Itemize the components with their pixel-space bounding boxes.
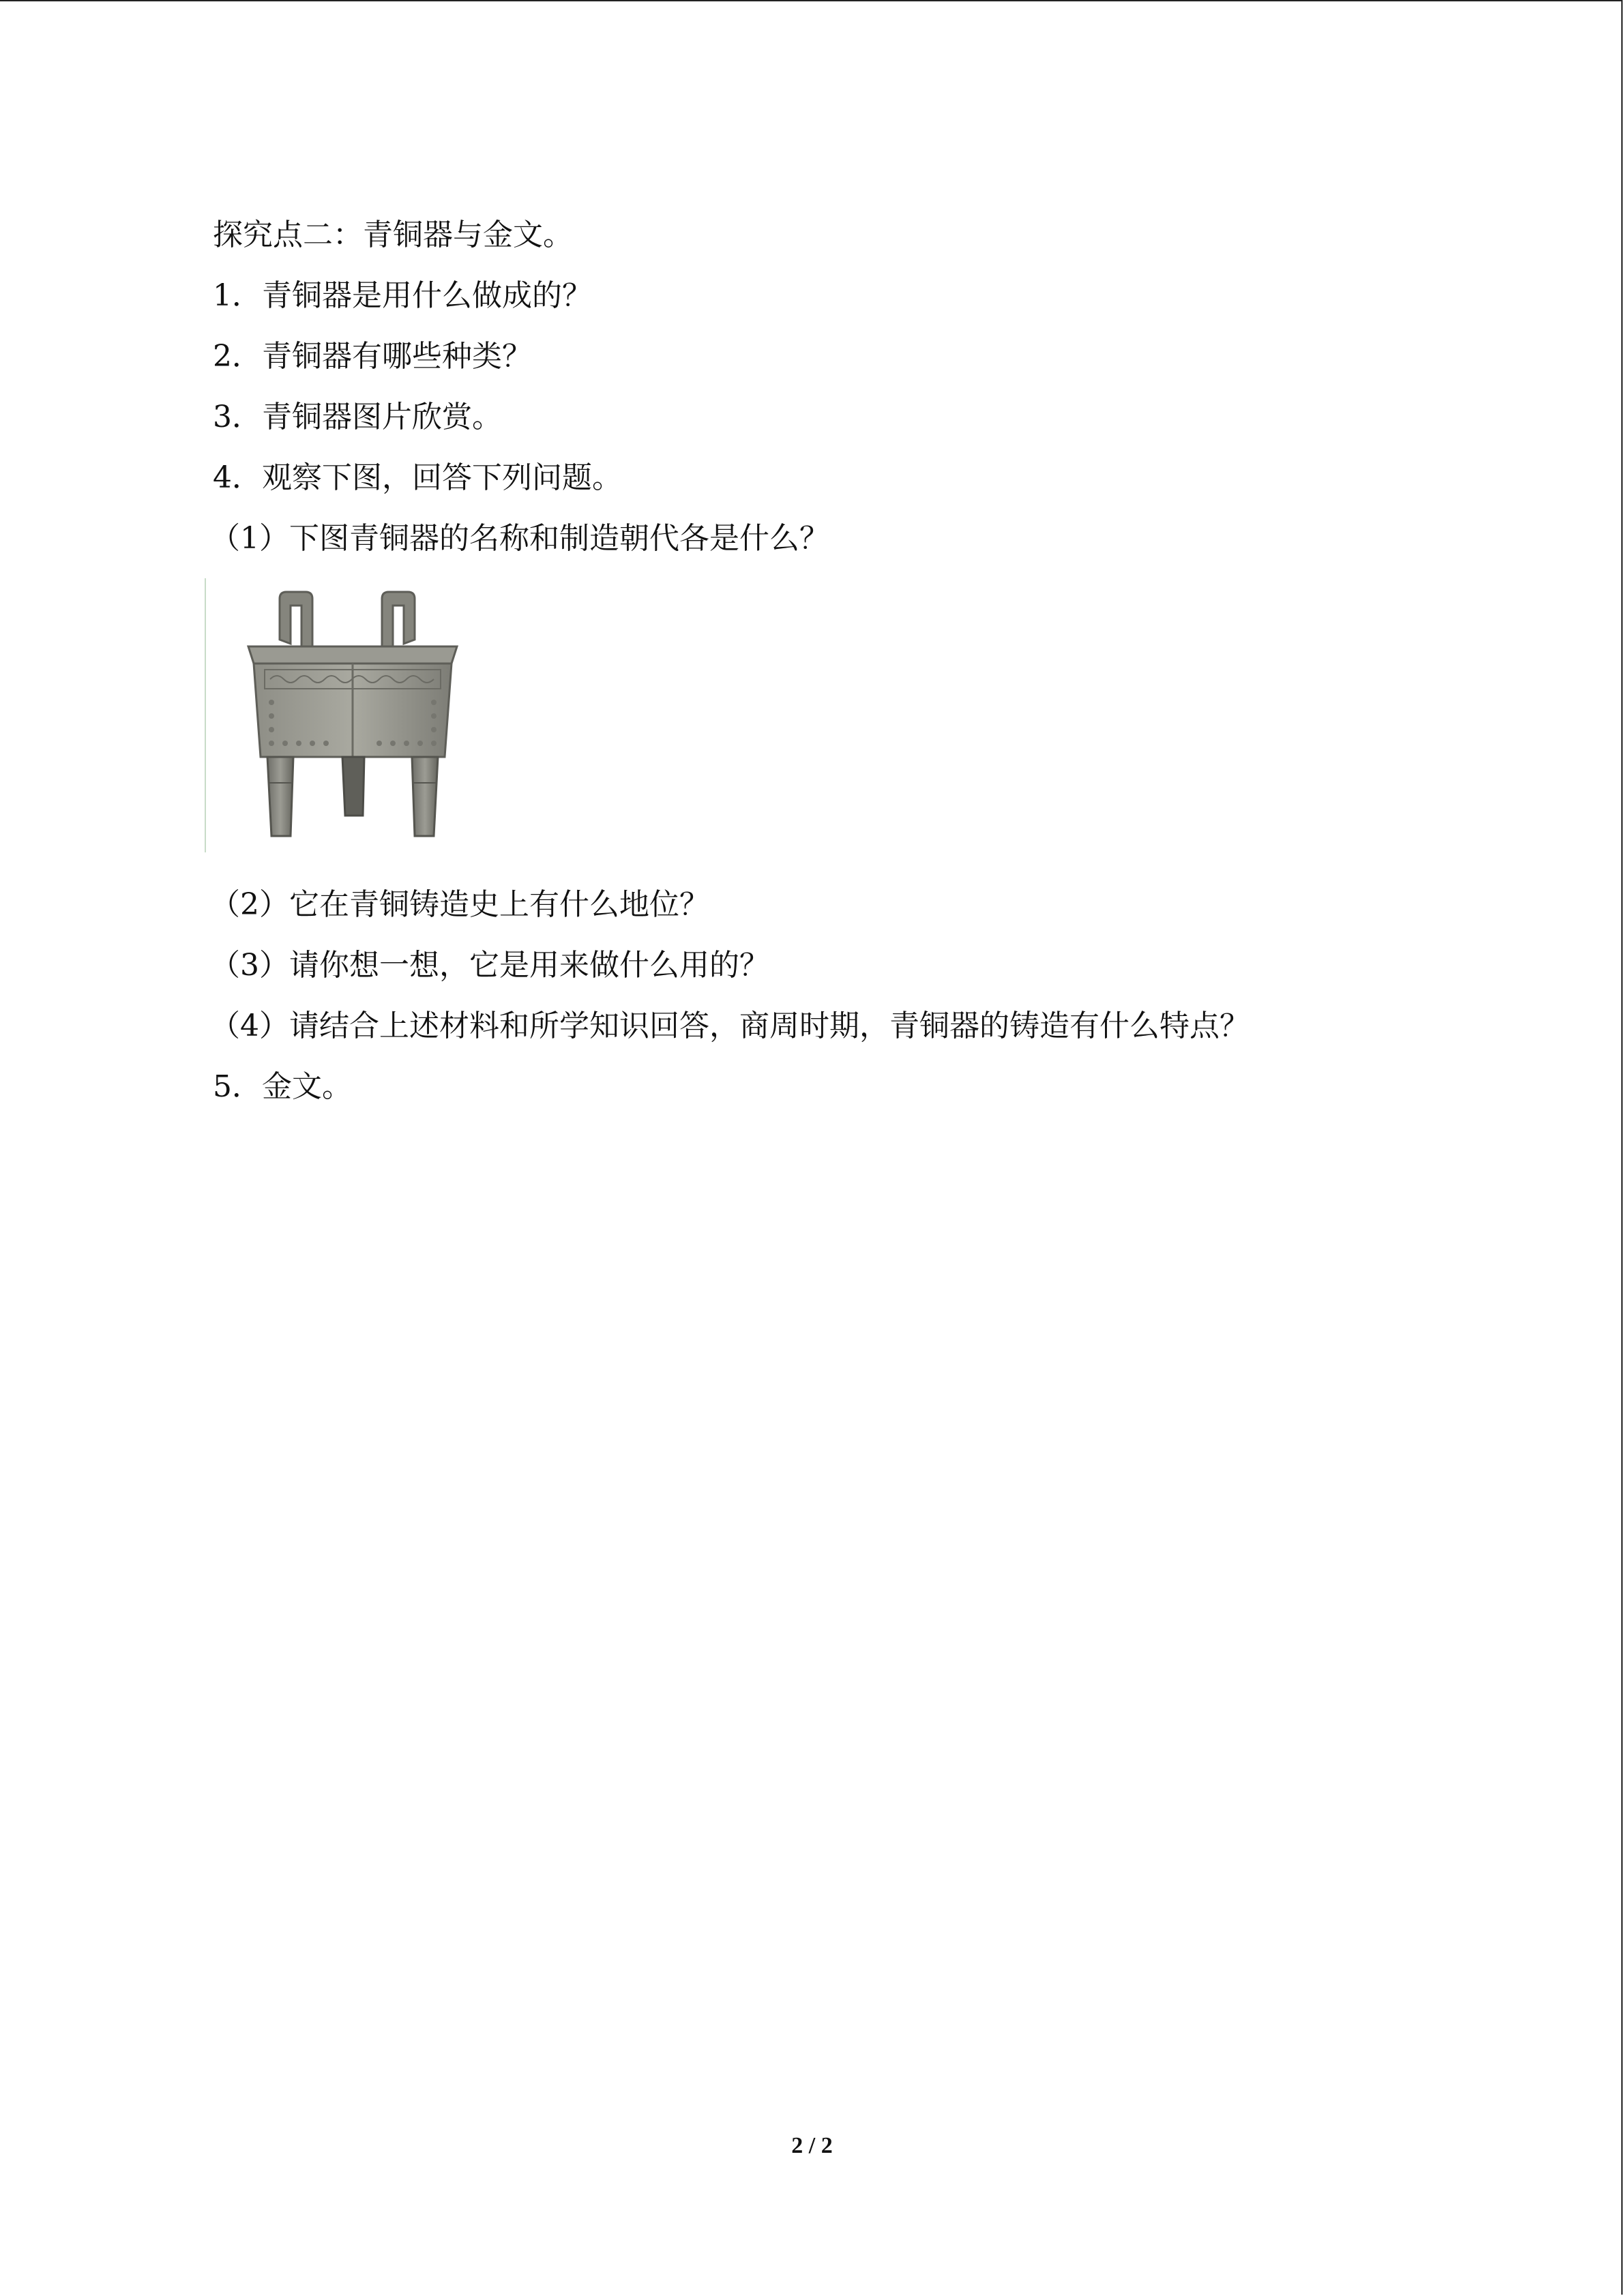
question-5: 5．金文。	[213, 1069, 352, 1104]
question-4: 4．观察下图，回答下列问题。	[213, 460, 622, 495]
sub-question-3: （3）请你想一想，它是用来做什么用的？	[210, 948, 769, 983]
question-3: 3．青铜器图片欣赏。	[213, 400, 502, 434]
section-title: 探究点二：青铜器与金文。	[213, 218, 573, 252]
page-number: 2 / 2	[791, 2133, 833, 2158]
sub-question-2: （2）它在青铜铸造史上有什么地位？	[210, 887, 709, 922]
sub-question-1: （1）下图青铜器的名称和制造朝代各是什么？	[210, 521, 829, 556]
worksheet-content	[210, 205, 1441, 1117]
figure-left-rule	[205, 578, 206, 852]
bronze-ding-vessel-icon	[240, 578, 472, 852]
question-2: 2．青铜器有哪些种类？	[213, 339, 532, 374]
bronze-vessel-figure	[213, 578, 499, 852]
sub-question-4: （4）请结合上述材料和所学知识回答，商周时期，青铜器的铸造有什么特点？	[210, 1009, 1250, 1043]
question-1: 1．青铜器是用什么做成的？	[213, 278, 592, 313]
